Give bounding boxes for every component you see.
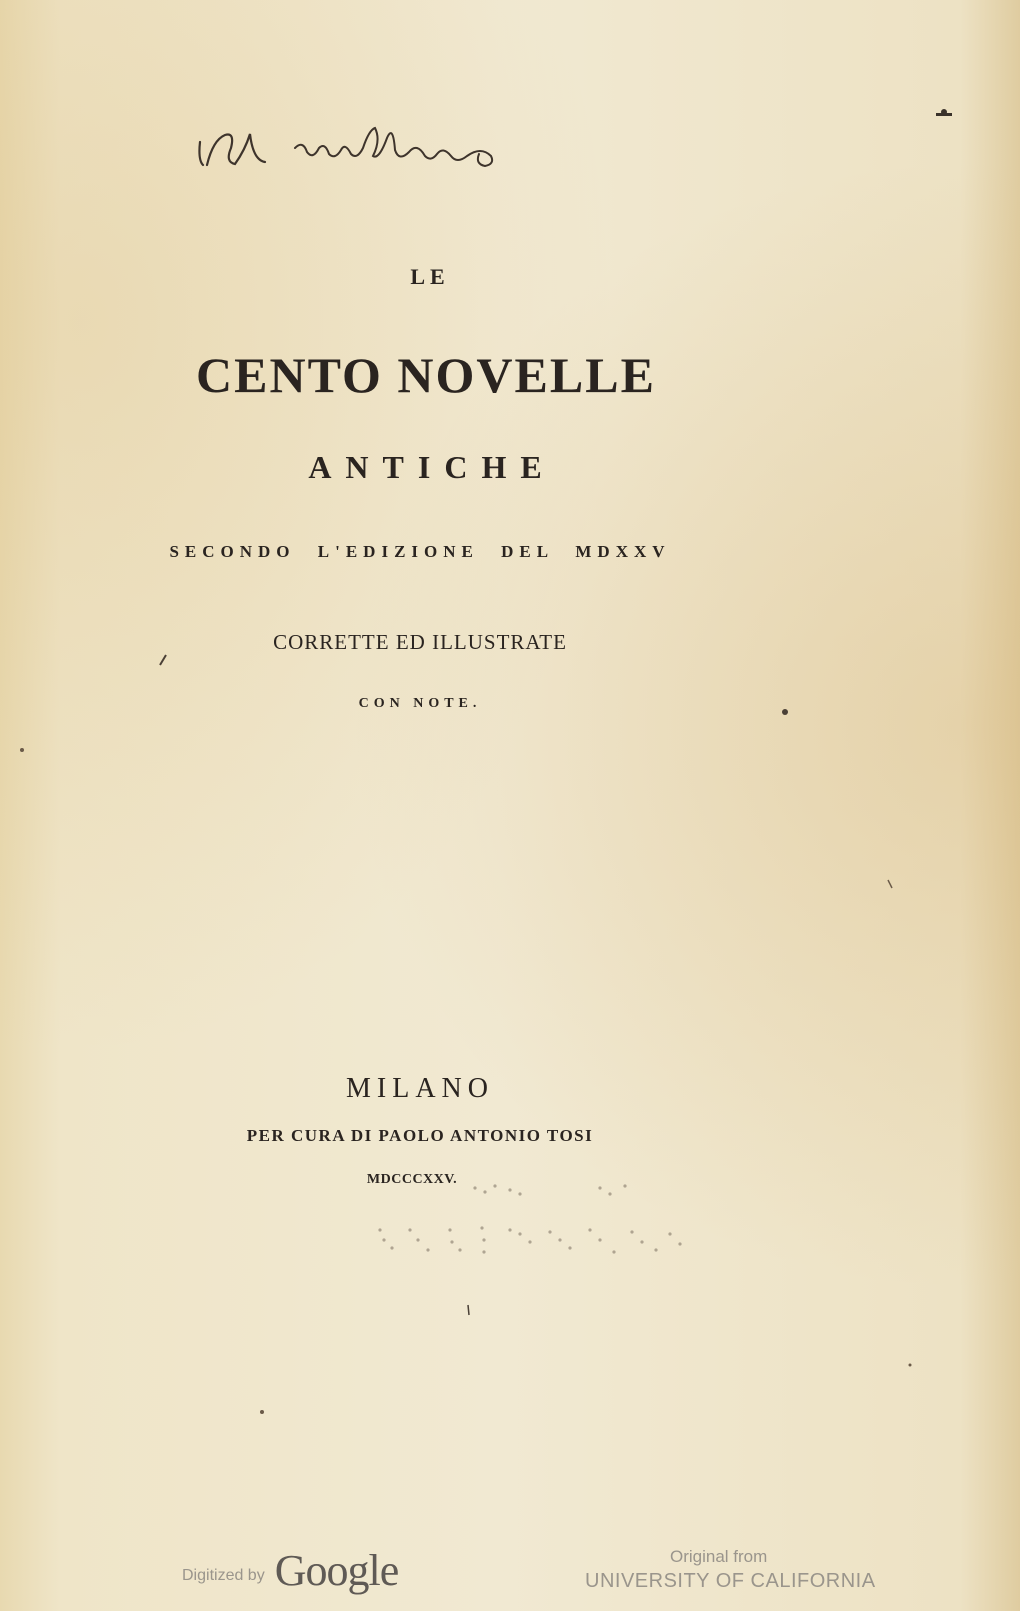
imprint-year: MDCCCXXV. bbox=[366, 1172, 458, 1187]
imprint-city: MILANO bbox=[346, 1073, 494, 1104]
perforated-library-stamp-icon bbox=[370, 1168, 700, 1278]
imprint-publisher: PER CURA DI PAOLO ANTONIO TOSI bbox=[246, 1126, 594, 1145]
handwriting-icon bbox=[195, 120, 525, 180]
institution-label: UNIVERSITY OF CALIFORNIA bbox=[585, 1570, 876, 1592]
title-sub: ANTICHE bbox=[308, 449, 556, 485]
title-article: LE bbox=[410, 264, 450, 289]
origin-watermark bbox=[585, 1547, 885, 1593]
original-from-label: Original from bbox=[670, 1547, 768, 1566]
corrected-line: CORRETTE ED ILLUSTRATE bbox=[273, 630, 567, 654]
digitized-watermark bbox=[182, 1545, 398, 1596]
google-logo: Google bbox=[274, 1546, 399, 1595]
handwritten-inscription bbox=[195, 120, 525, 180]
edition-line: SECONDO L'EDIZIONE DEL MDXXV bbox=[169, 542, 671, 561]
title-main: CENTO NOVELLE bbox=[196, 347, 656, 403]
notes-line: CON NOTE. bbox=[358, 696, 482, 711]
digitized-label: Digitized by bbox=[182, 1566, 265, 1584]
